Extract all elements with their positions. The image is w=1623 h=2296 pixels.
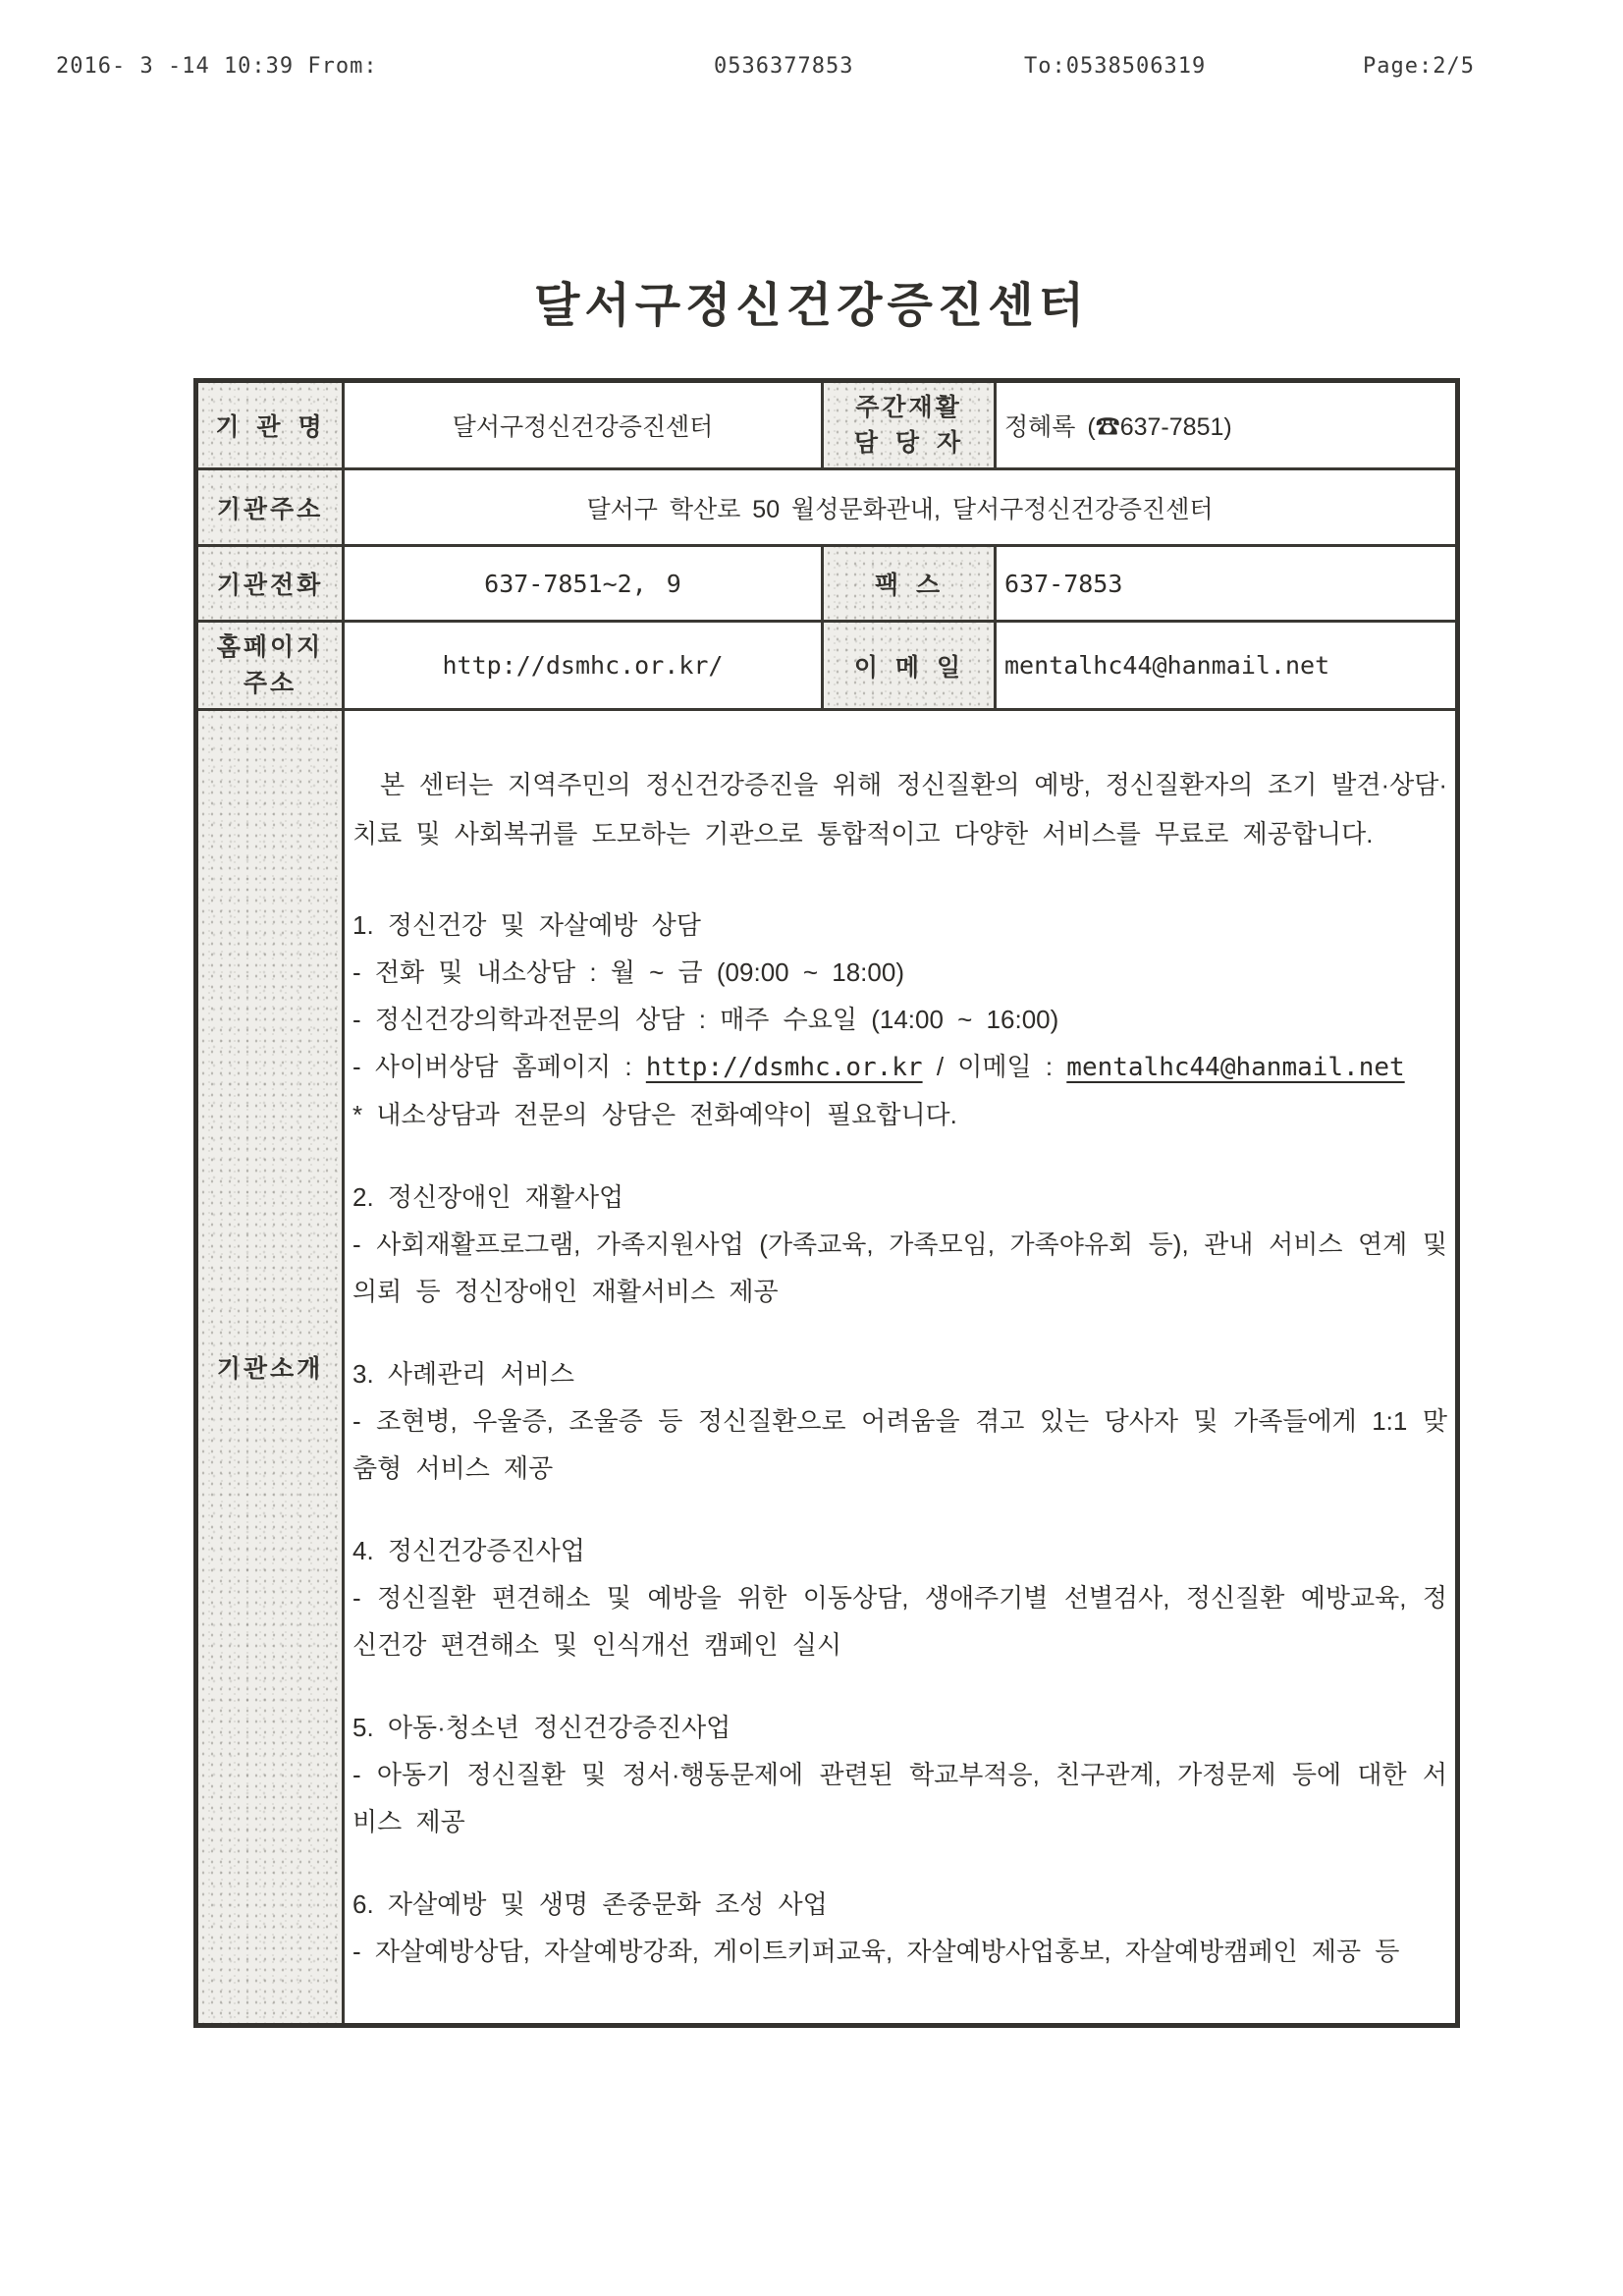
phone-value: 637-7851~2, 9 xyxy=(344,546,823,622)
table-row-address xyxy=(196,469,1458,546)
label-website-line2: 주소 xyxy=(243,669,298,697)
link-text: http://dsmhc.or.kr xyxy=(645,1052,923,1082)
org-intro-paragraph: 본 센터는 지역주민의 정신건강증진을 위해 정신질환의 예방, 정신질환자의 조기 발견·상담·치료 및 사회복귀를 도모하는 기관으로 통합적이고 다양한 서비스를 무료로 제공합니다. xyxy=(352,769,1447,848)
section-title: 3. 사례관리 서비스 xyxy=(352,1358,574,1389)
label-fax: 팩 스 xyxy=(823,546,996,622)
intro-section xyxy=(352,1881,1447,1975)
fax-datetime: 2016- 3 -14 10:39 From: xyxy=(56,54,378,79)
section-line: - 아동기 정신질환 및 정서·행동문제에 관련된 학교부적응, 친구관계, 가정문제 등에 대한 서비스 제공 xyxy=(352,1759,1447,1836)
org-info-table xyxy=(193,378,1460,2028)
section-line: - 정신건강의학과전문의 상담 : 매주 수요일 (14:00 ~ 16:00) xyxy=(352,1004,1059,1034)
section-title: 4. 정신건강증진사업 xyxy=(352,1535,585,1565)
fax-to-number: To:0538506319 xyxy=(1024,54,1207,79)
fax-page-count: Page:2/5 xyxy=(1363,54,1475,79)
label-phone: 기관전화 xyxy=(196,546,344,622)
section-line: - 조현병, 우울증, 조울증 등 정신질환으로 어려움을 겪고 있는 당사자 및 가족들에게 1:1 맞춤형 서비스 제공 xyxy=(352,1405,1447,1483)
label-email: 이 메 일 xyxy=(823,622,996,710)
fax-value: 637-7853 xyxy=(996,546,1458,622)
label-address: 기관주소 xyxy=(196,469,344,546)
label-manager-line2: 담 당 자 xyxy=(853,429,964,457)
intro-section xyxy=(352,1350,1447,1492)
label-org-name: 기 관 명 xyxy=(196,381,344,469)
table-row-phone xyxy=(196,546,1458,622)
table-row-org-name xyxy=(196,381,1458,469)
section-line: - 자살예방상담, 자살예방강좌, 게이트키퍼교육, 자살예방사업홍보, 자살예방캠페인 제공 등 xyxy=(352,1936,1400,1966)
document-title: 달서구정신건강증진센터 xyxy=(533,280,1090,332)
fax-from-number: 0536377853 xyxy=(714,54,854,79)
org-name-value: 달서구정신건강증진센터 xyxy=(344,381,823,469)
website-value: http://dsmhc.or.kr/ xyxy=(344,622,823,710)
label-website xyxy=(196,622,344,710)
section-line: - 정신질환 편견해소 및 예방을 위한 이동상담, 생애주기별 선별검사, 정신질환 예방교육, 정신건강 편견해소 및 인식개선 캠페인 실시 xyxy=(352,1582,1447,1660)
label-intro: 기관소개 xyxy=(196,710,344,2026)
org-intro-sections xyxy=(352,902,1447,1975)
link-text: mentalhc44@hanmail.net xyxy=(1066,1052,1405,1082)
address-value: 달서구 학산로 50 월성문화관내, 달서구정신건강증진센터 xyxy=(344,469,1458,546)
section-title: 1. 정신건강 및 자살예방 상담 xyxy=(352,909,701,940)
table-row-intro xyxy=(196,710,1458,2026)
section-line: - 전화 및 내소상담 : 월 ~ 금 (09:00 ~ 18:00) xyxy=(352,957,904,987)
org-intro-cell xyxy=(344,710,1458,2026)
section-line: - 사회재활프로그램, 가족지원사업 (가족교육, 가족모임, 가족야유회 등), 관내 서비스 연계 및 의뢰 등 정신장애인 재활서비스 제공 xyxy=(352,1229,1447,1306)
section-title: 5. 아동·청소년 정신건강증진사업 xyxy=(352,1712,731,1742)
intro-section xyxy=(352,902,1447,1138)
section-line: * 내소상담과 전문의 상담은 전화예약이 필요합니다. xyxy=(352,1099,957,1129)
section-title: 6. 자살예방 및 생명 존중문화 조성 사업 xyxy=(352,1888,828,1919)
intro-section xyxy=(352,1704,1447,1845)
email-value: mentalhc44@hanmail.net xyxy=(996,622,1458,710)
section-title: 2. 정신장애인 재활사업 xyxy=(352,1181,624,1212)
label-manager-line1: 주간재활 xyxy=(855,393,962,421)
section-line: - 사이버상담 홈페이지 : http://dsmhc.or.kr / 이메일 : mentalhc44@hanmail.net xyxy=(352,1051,1405,1082)
manager-value: 정혜록 (☎637-7851) xyxy=(996,381,1458,469)
intro-section xyxy=(352,1174,1447,1315)
table-row-website xyxy=(196,622,1458,710)
label-website-line1: 홈페이지 xyxy=(216,633,324,662)
intro-section xyxy=(352,1527,1447,1668)
label-manager xyxy=(823,381,996,469)
fax-header xyxy=(0,54,1623,87)
